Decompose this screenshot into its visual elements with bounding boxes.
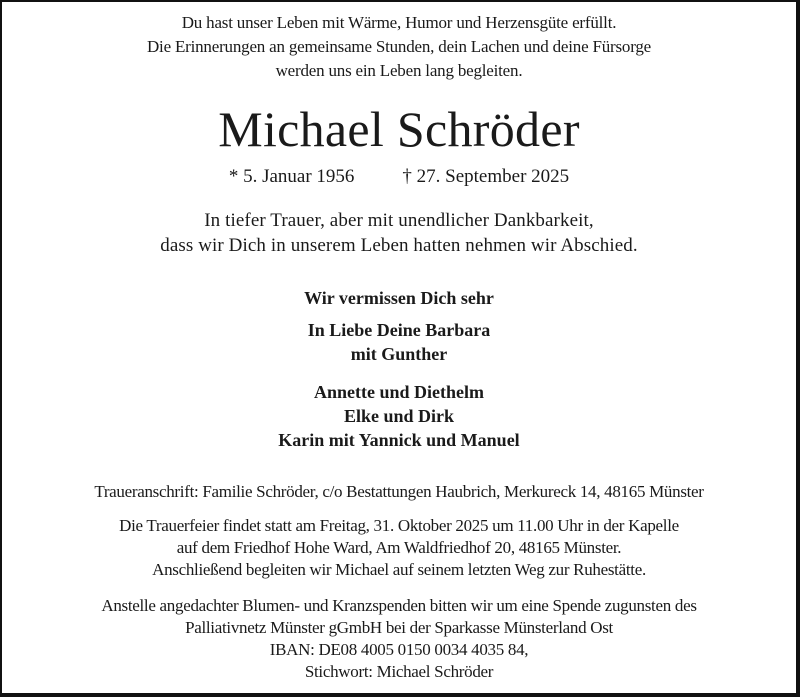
mourning-address: Traueranschrift: Familie Schröder, c/o Bestattungen Haubrich, Merkureck 14, 48165 Münster <box>94 482 704 501</box>
family-line: Elke und Dirk <box>343 406 455 426</box>
family-line: Karin mit Yannick und Manuel <box>278 430 520 450</box>
family-line: mit Gunther <box>350 344 448 364</box>
donation-line: Palliativnetz Münster gGmbH bei der Sparkasse Münsterland Ost <box>185 618 613 637</box>
poem-line: Die Erinnerungen an gemeinsame Stunden, dein Lachen und deine Fürsorge <box>146 37 652 56</box>
birth-date: * 5. Januar 1956 <box>228 166 355 187</box>
funeral-line: Die Trauerfeier findet statt am Freitag, 31. Oktober 2025 um 11.00 Uhr in der Kapelle <box>119 516 679 535</box>
life-dates <box>2 166 796 188</box>
donation-line: Anstelle angedachter Blumen- und Kranzspenden bitten wir um eine Spende zugunsten des <box>101 596 697 615</box>
family-line: Annette und Diethelm <box>314 382 484 402</box>
poem-line: Du hast unser Leben mit Wärme, Humor und Herzensgüte erfüllt. <box>181 13 617 32</box>
funeral-line: auf dem Friedhof Hohe Ward, Am Waldfriedhof 20, 48165 Münster. <box>176 538 622 557</box>
mourning-line: dass wir Dich in unserem Leben hatten nehmen wir Abschied. <box>160 235 638 256</box>
family-heading: Wir vermissen Dich sehr <box>304 288 494 308</box>
donation-keyword: Stichwort: Michael Schröder <box>304 662 494 681</box>
family-line: In Liebe Deine Barbara <box>307 320 491 340</box>
deceased-name: Michael Schröder <box>218 101 580 157</box>
iban: IBAN: DE08 4005 0150 0034 4035 84, <box>269 640 529 659</box>
funeral-line: Anschließend begleiten wir Michael auf seinem letzten Weg zur Ruhestätte. <box>152 560 646 579</box>
poem-line: werden uns ein Leben lang begleiten. <box>275 61 523 80</box>
mourning-line: In tiefer Trauer, aber mit unendlicher Dankbarkeit, <box>204 210 594 231</box>
death-date: † 27. September 2025 <box>402 166 570 187</box>
